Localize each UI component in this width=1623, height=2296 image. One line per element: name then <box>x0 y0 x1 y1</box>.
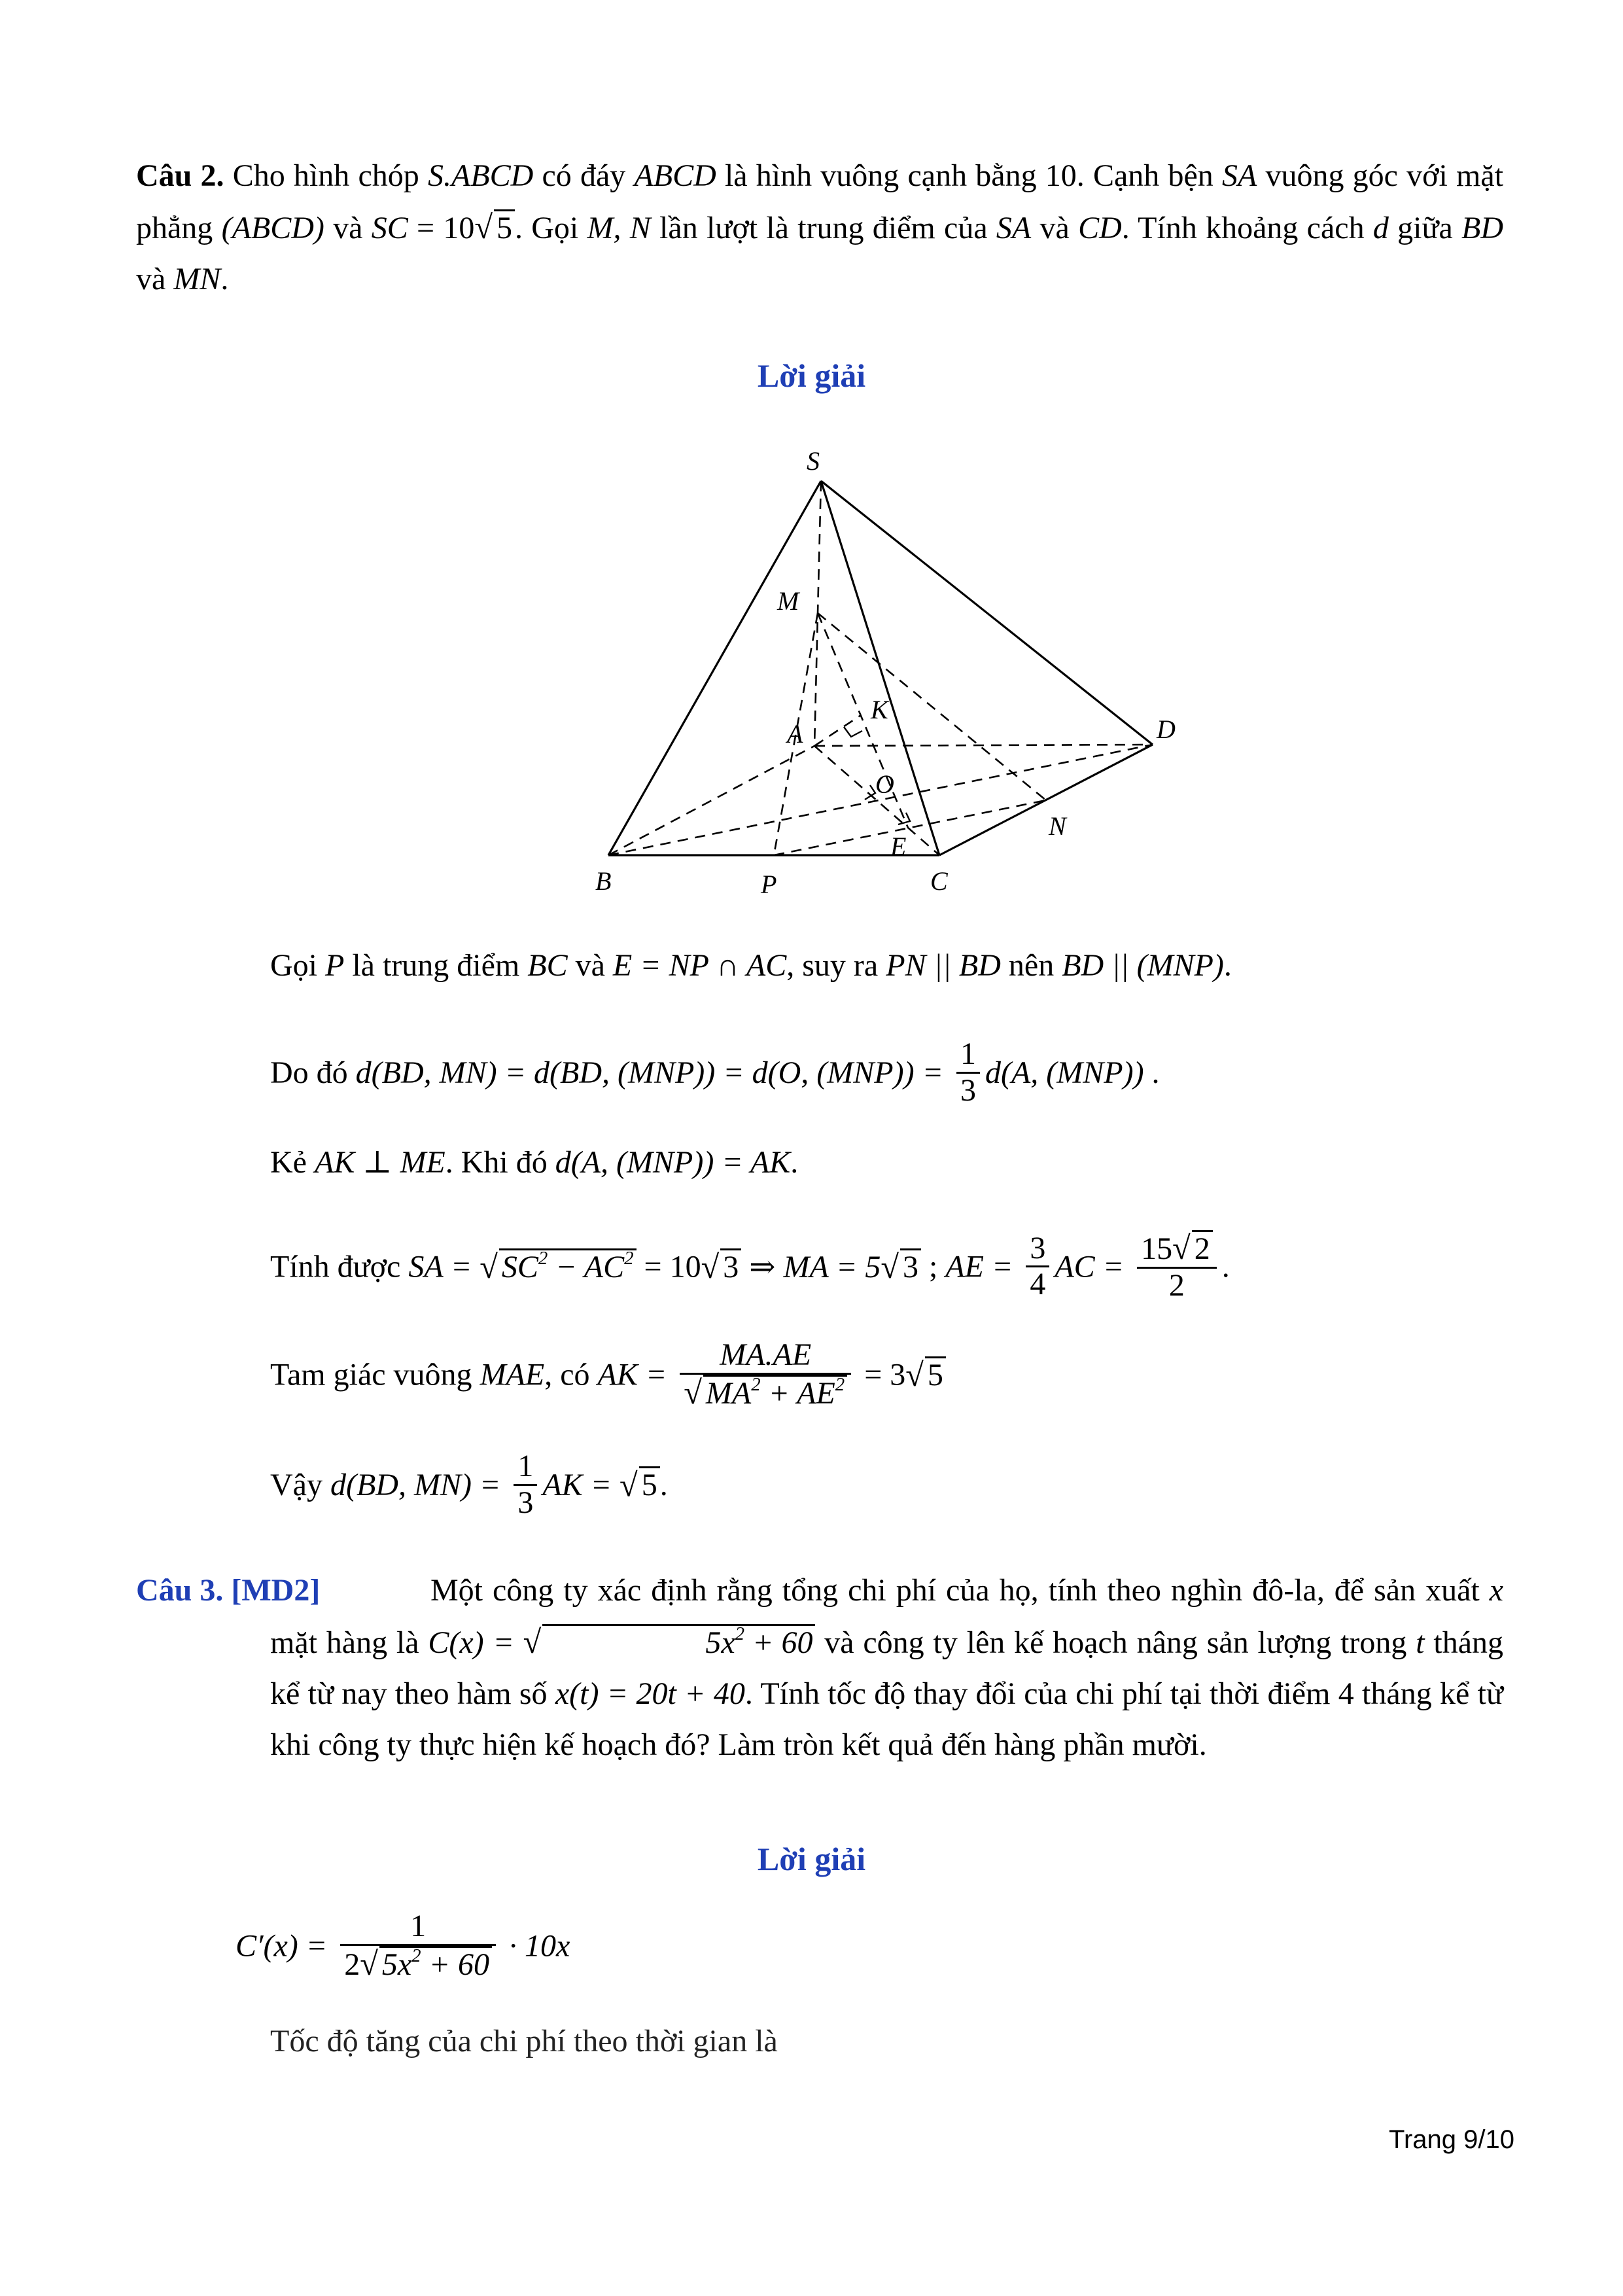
pyramid-figure <box>0 0 1623 916</box>
label-C: C <box>930 866 948 896</box>
derivative-formula: C′(x) = $\frac{1}{2√ 5x^2 + 60}$ · 10x <box>236 1909 570 1982</box>
solution-line-5: Tam giác vuông MAE, có AK = $\frac{MA.AE}{√ MA^2 + AE^2}$ = 3√ 5 <box>270 1338 946 1411</box>
fraction-one-third-b: $\frac{1}{3}$ <box>514 1449 537 1521</box>
label-N: N <box>1049 811 1066 841</box>
solution-line-2: Do đó d(BD, MN) = d(BD, (MNP)) = d(O, (MNP)) = $\frac{1}{3}$ d(A, (MNP)) . <box>270 1036 1160 1108</box>
label-M: M <box>777 586 799 616</box>
label-K: K <box>871 695 888 724</box>
label-S: S <box>807 446 820 476</box>
label-D: D <box>1157 715 1176 744</box>
question-3-body: Một công ty xác định rằng tổng chi phí của họ, tính theo nghìn đô-la, để sản xuất x mặt hàng là C(x) = √ $5x^2 + 60$ và công ty lên kế hoạch nâng sản lượng trong t tháng kể từ nay theo hàm số x(t) = 20t + 40. Tính tốc độ thay đổi của chi phí tại thời điểm 4 tháng kể từ khi công ty thực hiện kế hoạch đó? Làm tròn kết quả đến hàng phần mười. <box>270 1573 1504 1762</box>
label-O: O <box>875 769 894 799</box>
label-P: P <box>761 870 777 899</box>
rate-text: Tốc độ tăng của chi phí theo thời gian là <box>270 2024 778 2058</box>
page-number: Trang 9/10 <box>1389 2125 1514 2154</box>
question-2: Câu 2. Cho hình chóp S.ABCD có đáy ABCD là hình vuông cạnh bằng 10. Cạnh bện SA vuông góc với mặt phẳng (ABCD) và SC = 10√ 5. Gọi M, N lần lượt là trung điểm của SA và CD. Tính khoảng cách d giữa BD và MN. <box>136 158 1504 296</box>
solution-line-3: Kẻ AK ⊥ ME. Khi đó d(A, (MNP)) = AK. <box>270 1145 799 1180</box>
solution-line-6: Vậy d(BD, MN) = $\frac{1}{3}$ AK = √ 5. <box>270 1449 668 1520</box>
label-E: E <box>890 832 907 861</box>
fraction-one-third: $\frac{1}{3}$ <box>956 1037 980 1108</box>
label-A: A <box>787 719 803 749</box>
derivative-fraction: $\frac{1}{2√ 5x^2 + 60}$ <box>340 1909 496 1983</box>
fraction-ak: $\frac{MA.AE}{√ MA^2 + AE^2}$ <box>680 1338 851 1411</box>
solution-heading-q2: Lời giải <box>757 357 866 394</box>
question-3-label: Câu 3. [MD2] <box>136 1573 321 1608</box>
solution-line-1: Gọi P là trung điểm BC và E = NP ∩ AC, suy ra PN || BD nên BD || (MNP). <box>270 948 1232 983</box>
question-2-label: Câu 2. <box>136 158 224 193</box>
solution-heading-q3: Lời giải <box>757 1841 866 1877</box>
fraction-15-root2-over-2: $\frac{15√ 2}{2}$ <box>1137 1230 1217 1303</box>
fraction-three-quarters: $\frac{3}{4}$ <box>1026 1231 1049 1303</box>
label-B: B <box>595 866 612 896</box>
solution-line-4: Tính được SA = √ $SC^2 - AC^2 = 10√$ 3 ⇒ MA = 5√ 3 ; AE = $\frac{3}{4}$ AC = $\frac{15√ 2}{2}$ . <box>270 1229 1230 1303</box>
